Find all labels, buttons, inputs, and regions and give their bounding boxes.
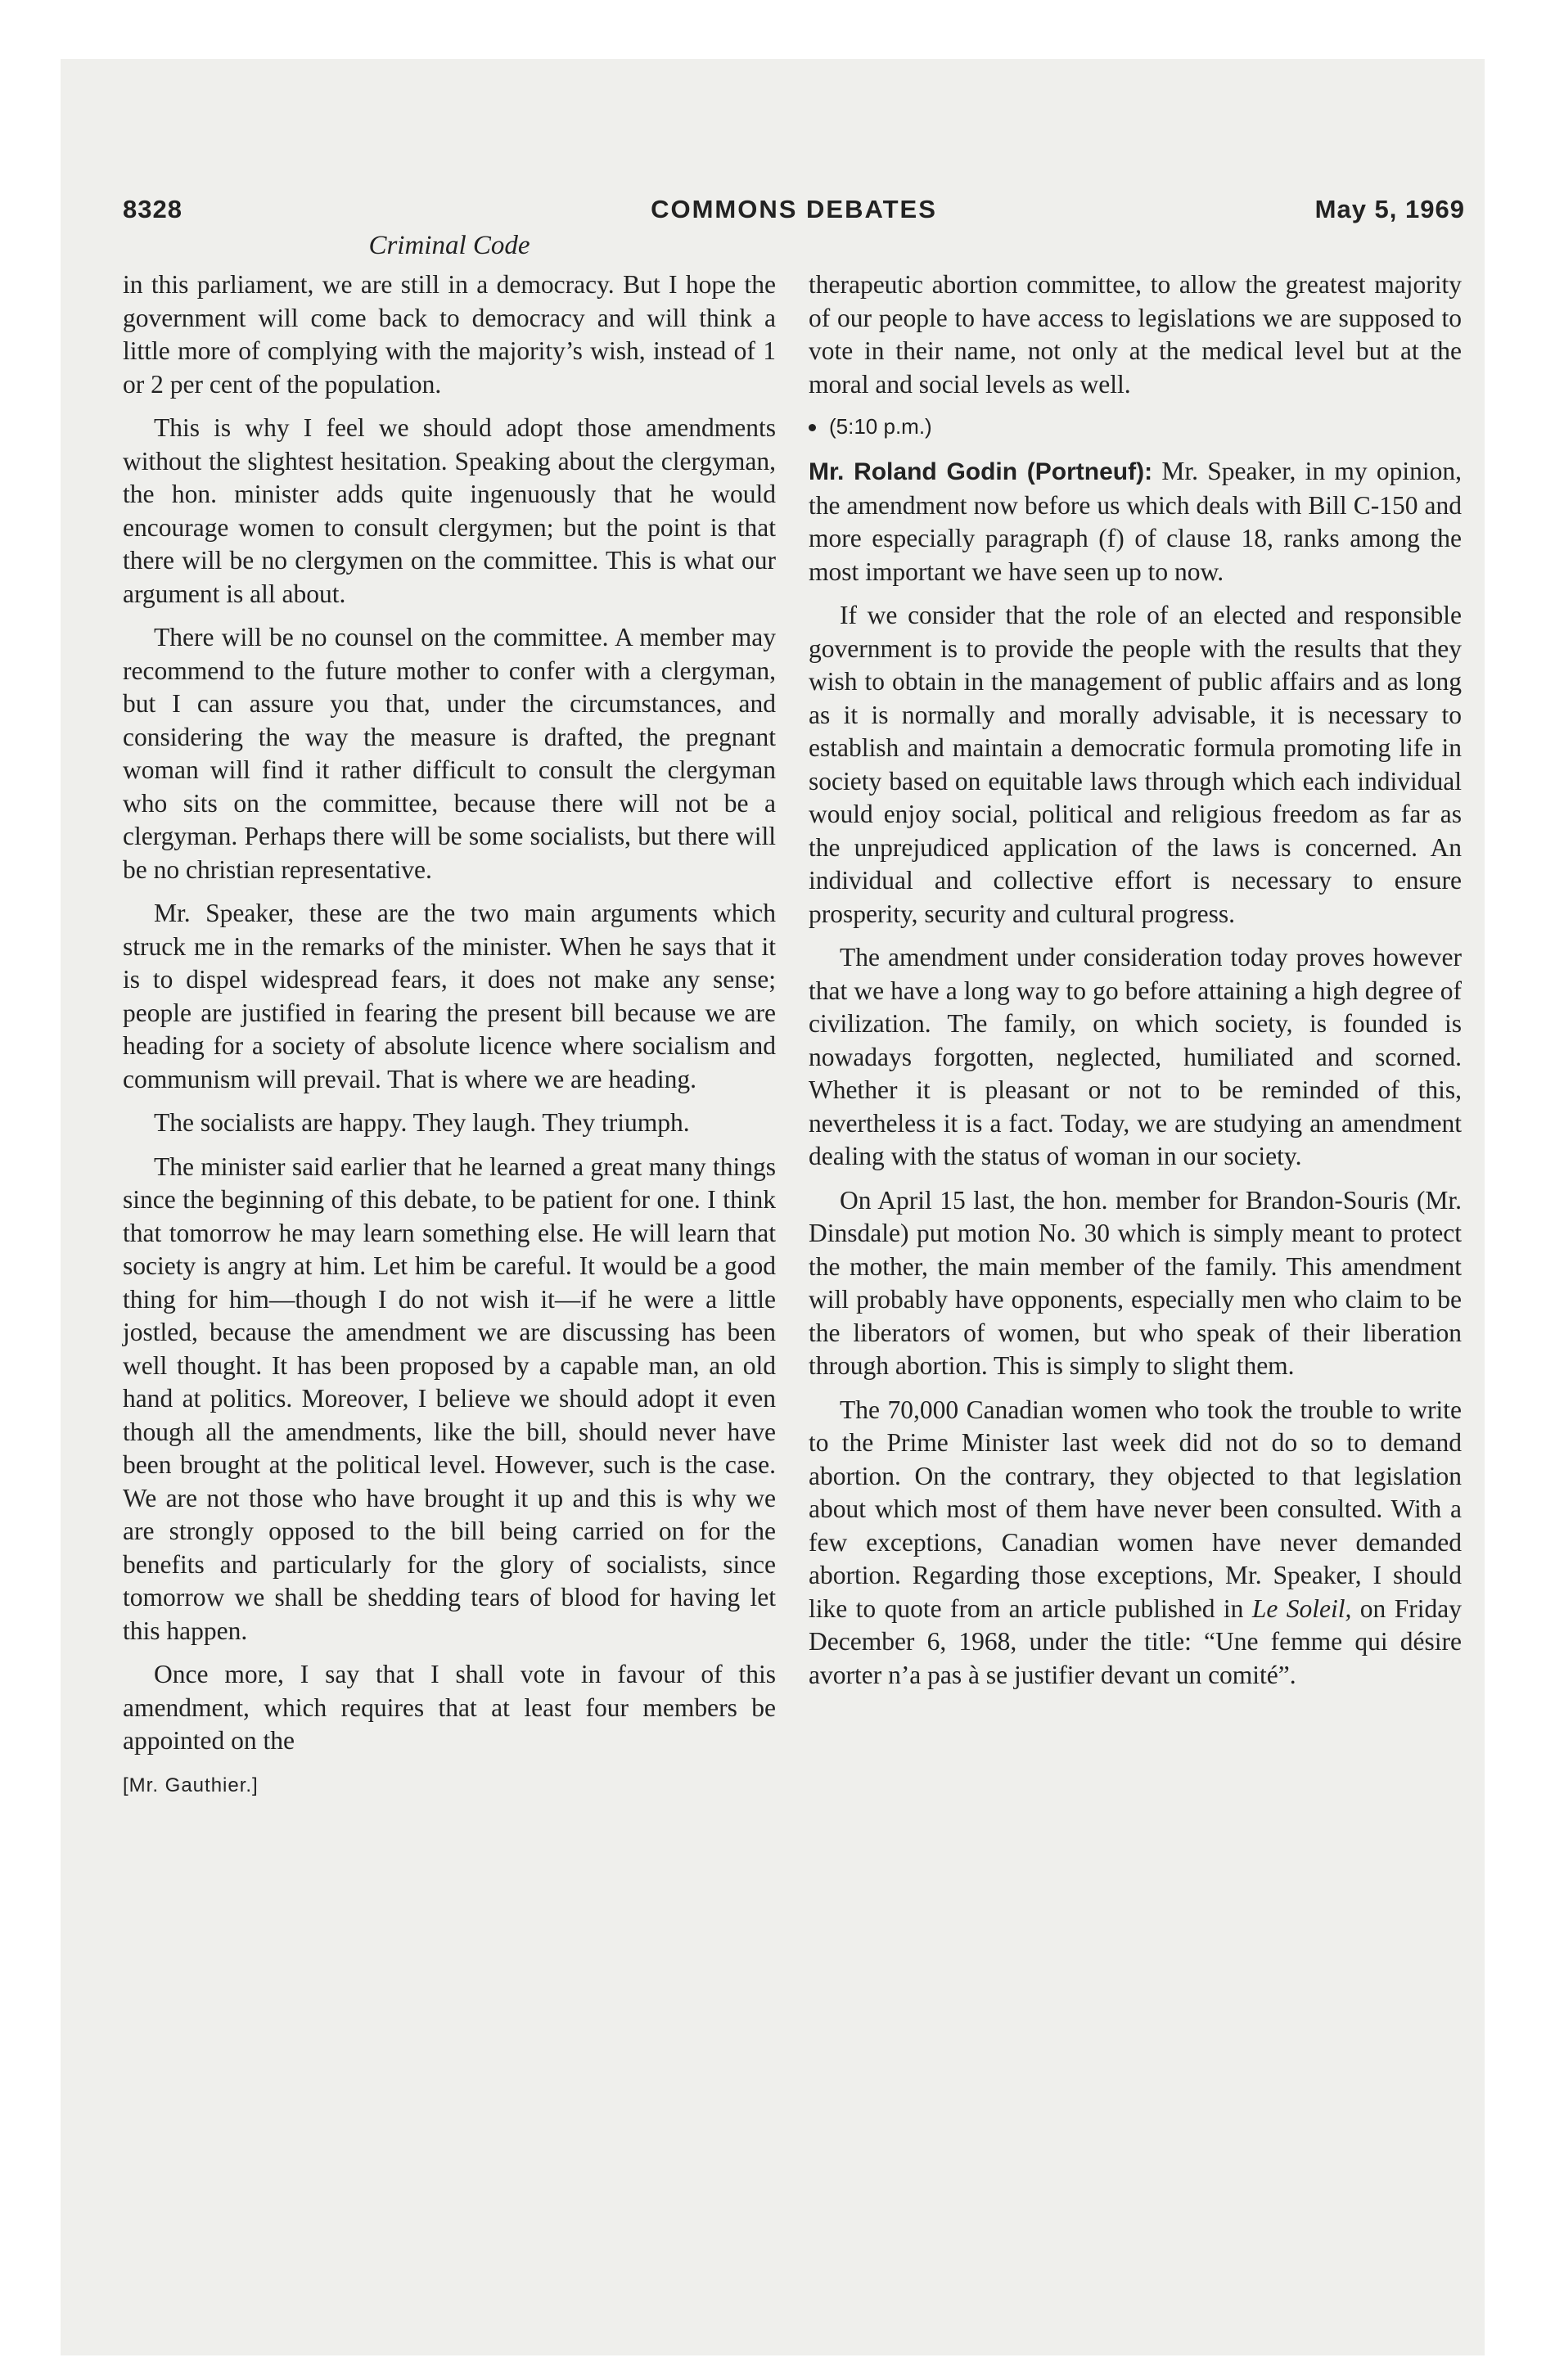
bullet-icon	[809, 424, 816, 431]
header-date: May 5, 1969	[1314, 195, 1465, 223]
newspaper-title: Le Soleil,	[1251, 1593, 1352, 1623]
paragraph: in this parliament, we are still in a democracy. But I hope the government will come back to democracy and will think a little more of complying with the majority’s wish, instead of 1 or 2 per cent of the population.	[123, 270, 776, 399]
speaker-name: Mr. Roland Godin (Portneuf):	[809, 458, 1153, 485]
time-marker-text: (5:10 p.m.)	[829, 414, 932, 439]
paragraph: The minister said earlier that he learned a great many things since the beginning of this debate, to be patient for one. I think that tomorrow he may learn something else. He will learn that society is angry at him. Let him be careful. It would be a good thing for him—though I do not wish it—if he were a little jostled, because the amendment we are discussing has been well thought. It has been proposed by a capable man, an old hand at politics. Moreover, I believe we should adopt it even though all the amendments, like the bill, should never have been brought at the political level. However, such is the case. We are not those who have brought it up and this is why we are strongly opposed to the bill being carried on for the benefits and particularly for the glory of socialists, since tomorrow we shall be shedding tears of blood for having let this happen.	[123, 1152, 776, 1645]
running-title: COMMONS DEBATES	[651, 195, 937, 223]
paragraph: On April 15 last, the hon. member for Brandon-Souris (Mr. Dinsdale) put motion No. 30 which is simply meant to protect the mother, the main member of the family. This amendment will probably have opponents, especially men who claim to be the liberators of women, but who speak of their liberation through abortion. This is simply to slight them.	[809, 1185, 1462, 1380]
paragraph	[809, 1394, 1462, 1693]
speaker-attribution: [Mr. Gauthier.]	[123, 1774, 259, 1796]
paragraph: If we consider that the role of an elected and responsible government is to provide the people with the results that they wish to obtain in the management of public affairs and as long as it is normally and morally advisable, it is necessary to establish and maintain a democratic formula promoting life in society based on equitable laws through which each individual would enjoy social, political and religious freedom as far as the unprejudiced application of the laws is concerned. An individual and collective effort is necessary to ensure prosperity, security and cultural progress.	[809, 601, 1462, 928]
page-number: 8328	[123, 195, 183, 223]
paragraph: The socialists are happy. They laugh. They triumph.	[154, 1108, 690, 1137]
paragraph-text: on Friday December 6, 1968, under the title: “Une femme qui désire avorter n’a pas à se justifier devant un comité”.	[809, 1593, 1462, 1689]
paragraph: therapeutic abortion committee, to allow the greatest majority of our people to have access to legislations we are supposed to vote in their name, not only at the medical level but at the moral and social levels as well.	[809, 270, 1462, 399]
page-header	[123, 195, 1465, 236]
paragraph	[809, 455, 1462, 588]
time-marker	[809, 412, 1462, 440]
paragraph: Mr. Speaker, these are the two main arguments which struck me in the remarks of the minister. When he says that it is to dispel widespread fears, it does not make any sense; people are justified in fearing the present bill because we are heading for a society of absolute licence where socialism and communism will prevail. That is where we are heading.	[123, 899, 776, 1093]
paragraph: Once more, I say that I shall vote in favour of this amendment, which requires that at least four members be appointed on the	[123, 1660, 776, 1755]
left-column	[123, 268, 776, 1802]
section-title: Criminal Code	[368, 231, 530, 260]
paragraph: This is why I feel we should adopt those amendments without the slightest hesitation. Speaking about the clergyman, the hon. minister adds quite ingenuously that he would encourage women to consult clergymen; but the point is that there will be no clergymen on the committee. This is what our argument is all about.	[123, 413, 776, 608]
right-column	[809, 268, 1462, 1702]
paragraph-text: The 70,000 Canadian women who took the trouble to write to the Prime Minister last week did not do so to demand abortion. On the contrary, they objected to that legislation about which most of them have never been consulted. With a few exceptions, Canadian women have never demanded abortion. Regarding those exceptions, Mr. Speaker, I should like to quote from an article published in	[809, 1395, 1462, 1623]
paragraph: The amendment under consideration today proves however that we have a long way to go before attaining a high degree of civilization. The family, on which society, is founded is nowadays forgotten, neglected, humiliated and scorned. Whether it is pleasant or not to be reminded of this, nevertheless it is a fact. Today, we are studying an amendment dealing with the status of woman in our society.	[809, 943, 1462, 1170]
paragraph: There will be no counsel on the committee. A member may recommend to the future mother to confer with a clergyman, but I can assure you that, under the circumstances, and considering the way the measure is drafted, the pregnant woman will find it rather difficult to consult the clergyman who sits on the committee, because there will not be a clergyman. Perhaps there will be some socialists, but there will be no christian representative.	[123, 623, 776, 884]
paragraph-text: Mr. Speaker, in my opinion, the amendment now before us which deals with Bill C-150 and more especially paragraph (f) of clause 18, ranks among the most important we have seen up to now.	[809, 457, 1462, 586]
